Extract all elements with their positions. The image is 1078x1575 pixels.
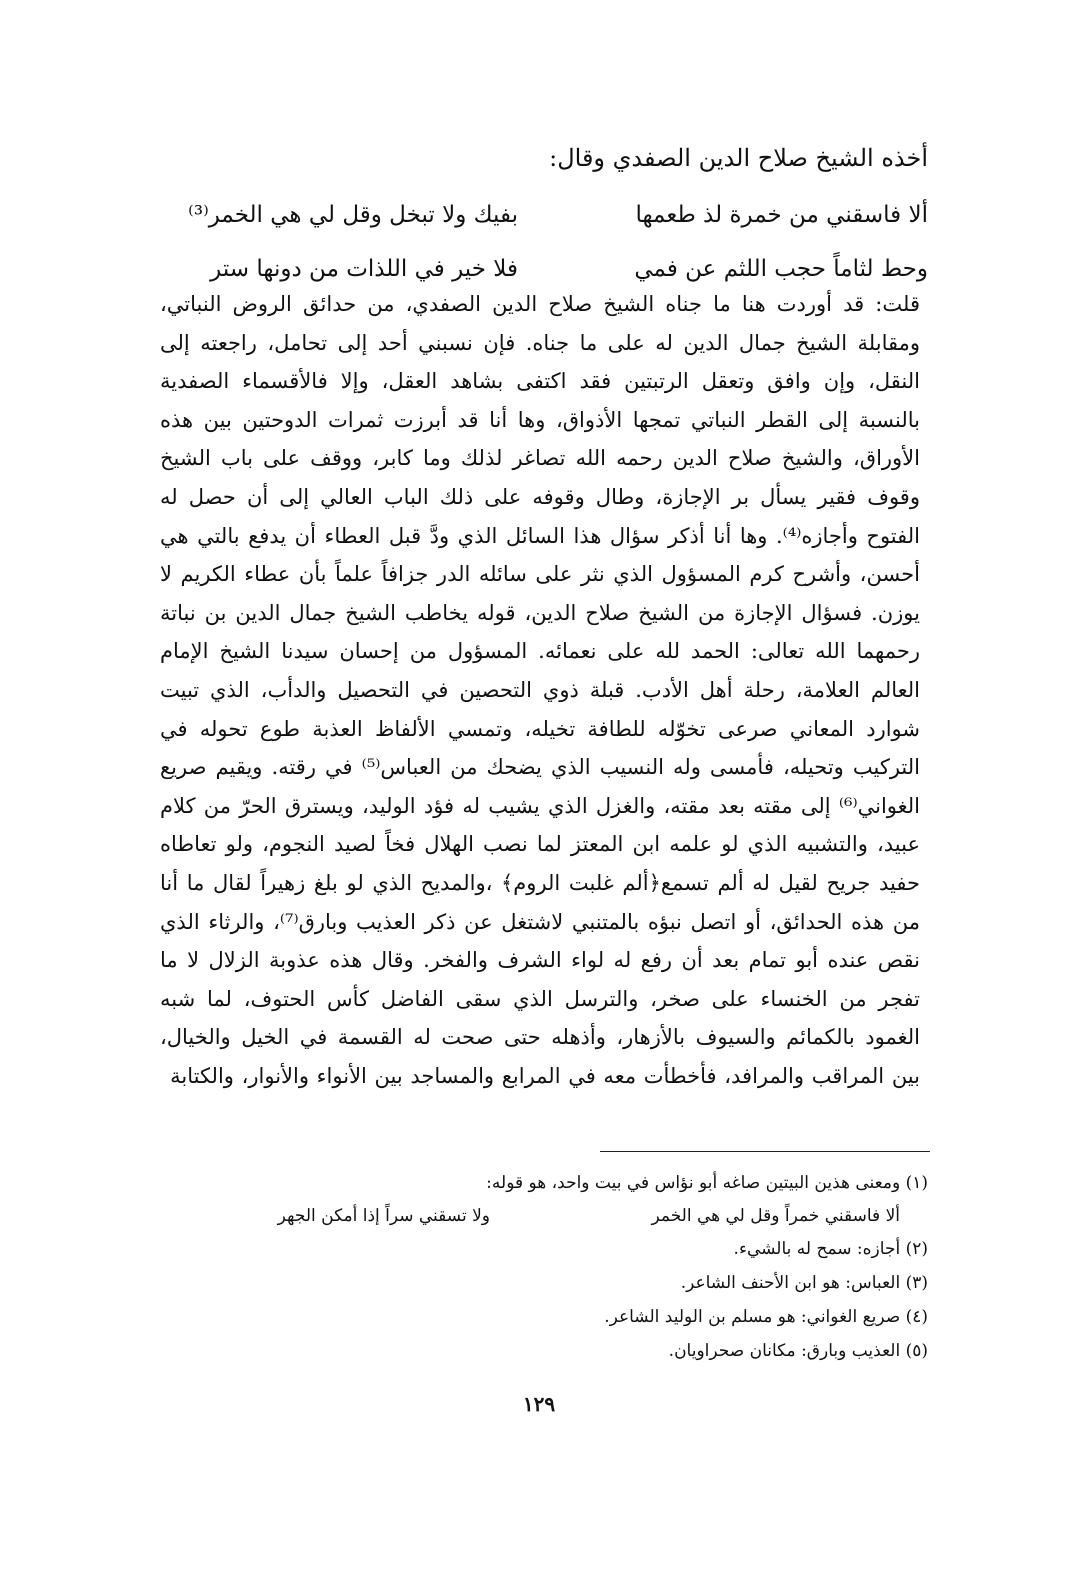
verse-2-first-hemistich: وحط لثاماً حجب اللثم عن فمي	[634, 256, 928, 282]
page-number: ١٢٩	[522, 1392, 556, 1416]
poem-verse-1	[148, 188, 928, 242]
footnote-verse-second-hemistich: ولا تسقني سراً إذا أمكن الجهر	[277, 1206, 490, 1226]
footnote-3: (٣) العباس: هو ابن الأحنف الشاعر.	[680, 1273, 928, 1293]
footnote-1-verse	[170, 1200, 928, 1232]
footnote-2: (٢) أجازه: سمح له بالشيء.	[733, 1239, 928, 1259]
verse-1-second-hemistich: بفيك ولا تبخل وقل لي هي الخمر⁽³⁾	[188, 202, 518, 228]
poem	[148, 188, 928, 296]
footnote-5: (٥) العذيب وبارق: مكانان صحراويان.	[668, 1341, 928, 1361]
footnote-1: (١) ومعنى هذين البيتين صاغه أبو نؤاس في بيت واحد، هو قوله:	[486, 1173, 928, 1193]
footnotes	[148, 1166, 928, 1368]
footnote-separator	[600, 1151, 930, 1152]
footnote-verse-first-hemistich: ألا فاسقني خمراً وقل لي هي الخمر	[651, 1206, 900, 1226]
intro-line: أخذه الشيخ صلاح الدين الصفدي وقال:	[549, 144, 928, 172]
body-paragraph: قلت: قد أوردت هنا ما جناه الشيخ صلاح الدين الصفدي، من حدائق الروض النباتي، ومقابلة الشيخ جمال الدين له على ما جناه. فإن نسبني أحد إلى تحامل، راجعته إلى النقل، وإن وافق وتعقل الرتبتين فقد اكتفى بشاهد العقل، وإلا فالأقسماء الصفدية بالنسبة إلى القطر النباتي تمجها الأذواق، وها أنا قد أبرزت ثمرات الدوحتين بين هذه الأوراق، والشيخ صلاح الدين رحمه الله تصاغر لذلك وما كابر، ووقف على باب الشيخ وقوف فقير يسأل بر الإجازة، وطال وقوفه على ذلك الباب العالي إلى أن حصل له الفتوح وأجازه⁽⁴⁾. وها أنا أذكر سؤال هذا السائل الذي ودَّ قبل العطاء أن يدفع بالتي هي أحسن، وأشرح كرم المسؤول الذي نثر على سائله الدر جزافاً علماً بأن عطاء الكريم لا يوزن. فسؤال الإجازة من الشيخ صلاح الدين، قوله يخاطب الشيخ جمال الدين بن نباتة رحمهما الله تعالى: الحمد لله على نعمائه. المسؤول من إحسان سيدنا الشيخ الإمام العالم العلامة، رحلة أهل الأدب. قبلة ذوي التحصين في التحصيل والدأب، الذي تبيت شوارد المعاني صرعى تخوّله للطافة تخيله، وتمسي الألفاظ العذبة طوع تحوله في التركيب وتحيله، فأمسى وله النسيب الذي يضحك من العباس⁽⁵⁾ في رقته. ويقيم صريع الغواني⁽⁶⁾ إلى مقته بعد مقته، والغزل الذي يشيب له فؤد الوليد، ويسترق الحرّ من كلام عبيد، والتشبيه الذي لو علمه ابن المعتز لما نصب الهلال فخاً لصيد النجوم، ولو تعاطاه حفيد جريح لقيل له ألم تسمع﴿ألم غلبت الروم﴾ ،والمديح الذي لو بلغ زهيراً لقال ما أنا من هذه الحدائق، أو اتصل نبؤه بالمتنبي لاشتغل عن ذكر العذيب وبارق⁽⁷⁾، والرثاء الذي نقص عنده أبو تمام بعد أن رفع له لواء الشرف والفخر. وقال هذه عذوبة الزلال لا ما تفجر من الخنساء على صخر، والترسل الذي سقى الفاضل كأس الحتوف، لما شبه الغمود بالكمائم والسيوف بالأزهار، وأذهله حتى صحت له القسمة في الخيل والخيال، بين المراقب والمرافد، فأخطأت معه في المرابع والمساجد بين الأنواء والأنوار، والكتابة	[160, 292, 921, 1088]
verse-2-second-hemistich: فلا خير في اللذات من دونها ستر	[210, 256, 518, 282]
verse-1-first-hemistich: ألا فاسقني من خمرة لذ طعمها	[635, 202, 928, 228]
footnote-4: (٤) صريع الغواني: هو مسلم بن الوليد الشاعر.	[604, 1307, 928, 1327]
